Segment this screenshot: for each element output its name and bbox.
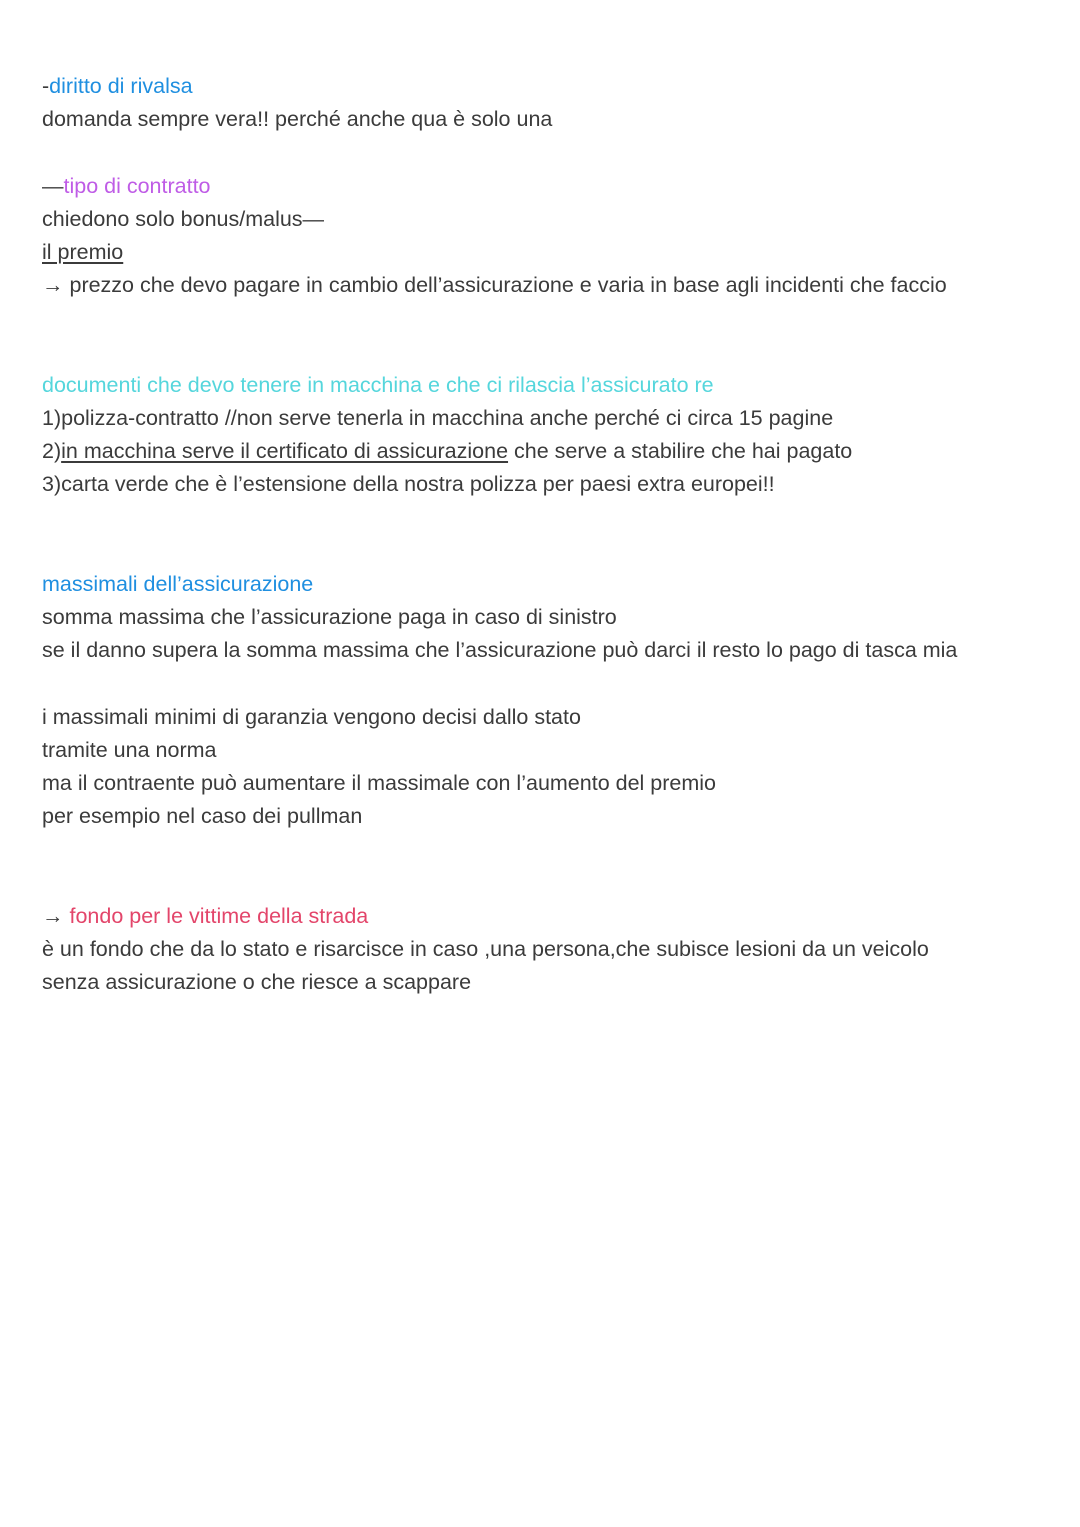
- text-line: è un fondo che da lo stato e risarcisce in caso ,una persona,che subisce lesioni da un veicolo: [42, 936, 929, 961]
- text-line: i massimali minimi di garanzia vengono decisi dallo stato: [42, 704, 581, 729]
- text-line: se il danno supera la somma massima che l’assicurazione può darci il resto lo pago di tasca mia: [42, 638, 958, 663]
- heading-dash: —: [42, 173, 64, 198]
- premio-underlined: il premio: [42, 239, 124, 264]
- heading-documenti: documenti che devo tenere in macchina e che ci rilascia l’assicurato re: [42, 372, 714, 397]
- text-line: ma il contraente può aumentare il massimale con l’aumento del premio: [42, 770, 717, 795]
- text-line: senza assicurazione o che riesce a scappare: [42, 970, 472, 995]
- spacer: [42, 136, 1052, 169]
- premio-definition: prezzo che devo pagare in cambio dell’assicurazione e varia in base agli incidenti che faccio: [69, 273, 947, 298]
- heading-rivalsa-text: diritto di rivalsa: [49, 74, 193, 98]
- text-line: per esempio nel caso dei pullman: [42, 804, 363, 829]
- text-line: somma massima che l’assicurazione paga in caso di sinistro: [42, 605, 617, 630]
- list-item-underlined: in macchina serve il certificato di assicurazione: [61, 439, 509, 464]
- text-line: chiedono solo bonus/malus—: [42, 206, 325, 231]
- text-line: [42, 269, 1052, 302]
- list-item: [42, 435, 1052, 468]
- heading-contratto-text: tipo di contratto: [63, 173, 211, 198]
- premio-line: [42, 236, 1052, 269]
- heading-dash: -: [42, 74, 50, 98]
- text-line: domanda sempre vera!! perché anche qua è solo una: [42, 107, 553, 132]
- spacer: [42, 302, 1052, 368]
- heading-fondo-text: fondo per le vittime della strada: [69, 903, 369, 928]
- spacer: [42, 667, 1052, 700]
- list-item: 3)carta verde che è l’estensione della nostra polizza per paesi extra europei!!: [42, 472, 775, 497]
- heading-fondo: [42, 900, 1052, 933]
- arrow-icon: →: [42, 903, 64, 928]
- list-item-number: 2): [42, 439, 62, 464]
- notes-page: [42, 70, 1052, 999]
- arrow-icon: →: [42, 273, 64, 298]
- text-line: tramite una norma: [42, 737, 217, 762]
- heading-massimali: massimali dell’assicurazione: [42, 571, 314, 596]
- heading-contratto: [42, 170, 1052, 203]
- heading-rivalsa: [42, 70, 1052, 103]
- spacer: [42, 501, 1052, 567]
- list-item-rest: che serve a stabilire che hai pagato: [508, 439, 853, 464]
- list-item: 1)polizza-contratto //non serve tenerla in macchina anche perché ci circa 15 pagine: [42, 405, 834, 430]
- spacer: [42, 833, 1052, 899]
